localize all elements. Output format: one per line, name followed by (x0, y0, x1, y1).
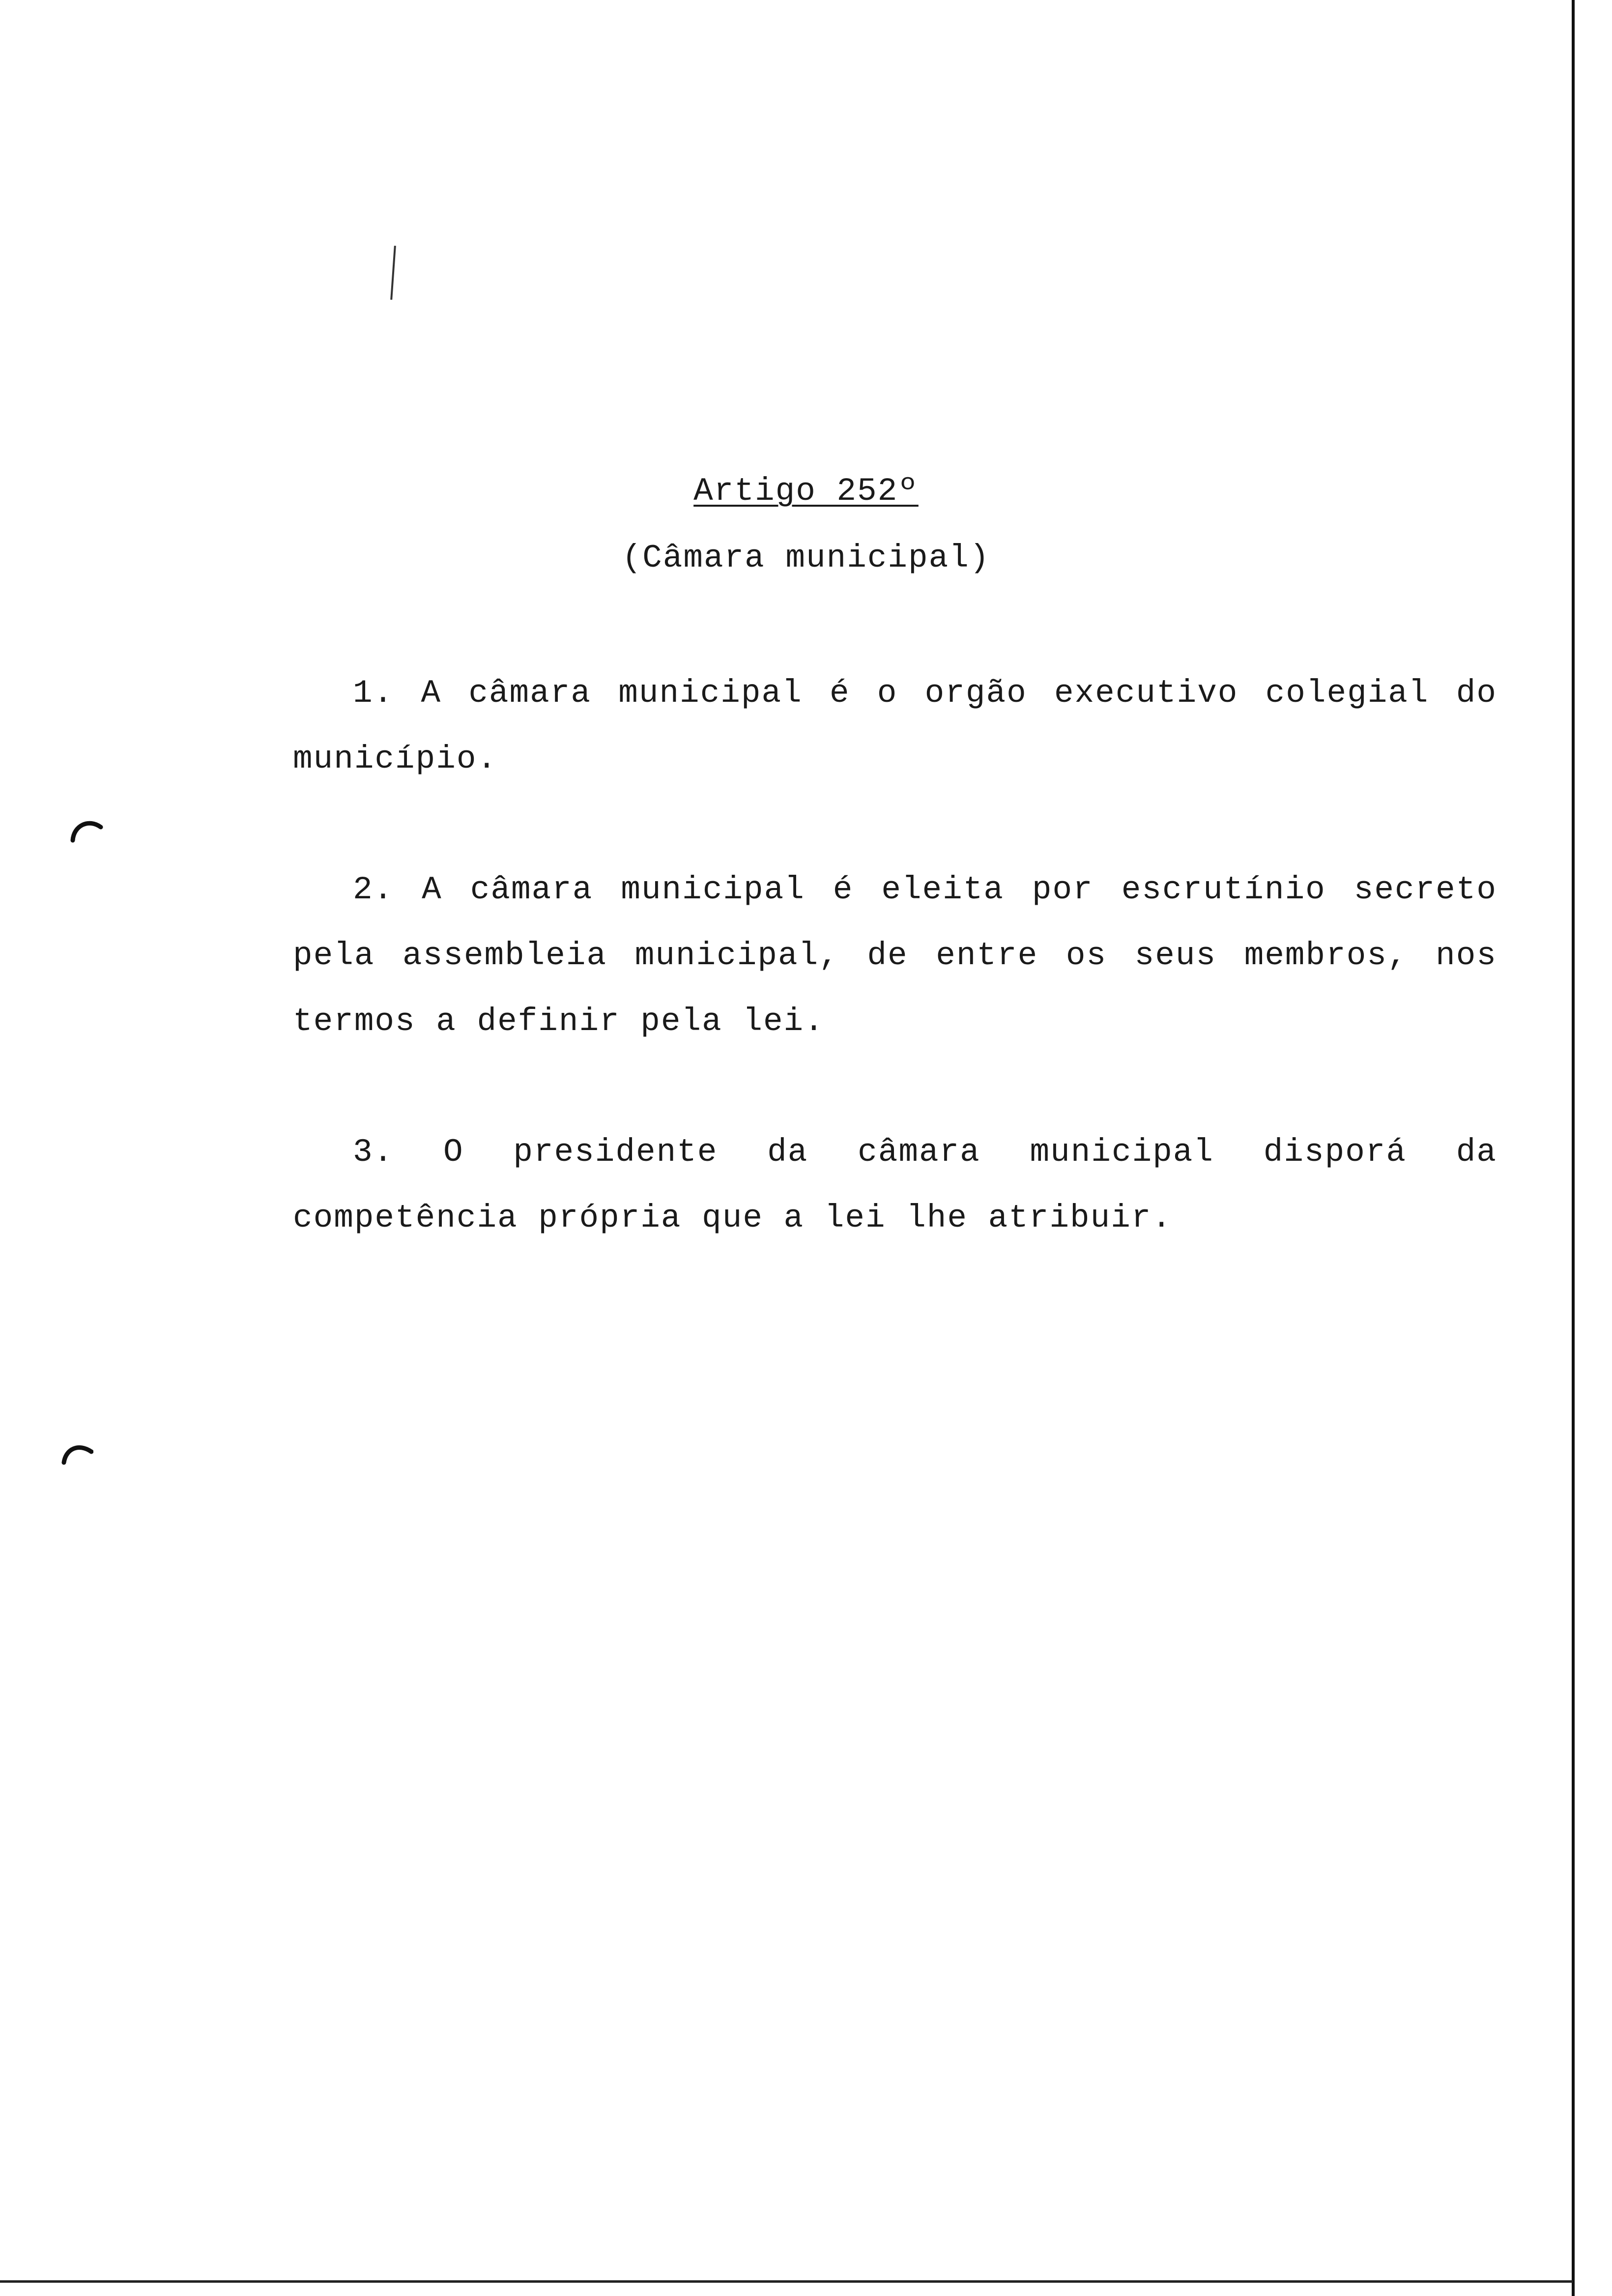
paragraph-2: 2. A câmara municipal é eleita por escrutínio secreto pela assembleia municipal, de entre os seus membros, nos termos a definir pela lei. (293, 871, 1497, 1040)
stray-pen-mark (390, 246, 396, 300)
punch-hole-mark-icon (59, 1434, 93, 1468)
paragraph-3: 3. O presidente da câmara municipal disporá da competência própria que a lei lhe atribuir. (293, 1134, 1497, 1236)
paragraph-1: 1. A câmara municipal é o orgão executivo colegial do município. (293, 675, 1497, 777)
punch-hole-mark-icon (69, 813, 103, 848)
article-title (0, 473, 1612, 510)
scan-edge-bottom (0, 2280, 1573, 2283)
article-subtitle: (Câmara municipal) (622, 540, 990, 576)
scan-edge-right (1572, 0, 1575, 2296)
article-title-text: Artigo 252º (693, 473, 919, 510)
